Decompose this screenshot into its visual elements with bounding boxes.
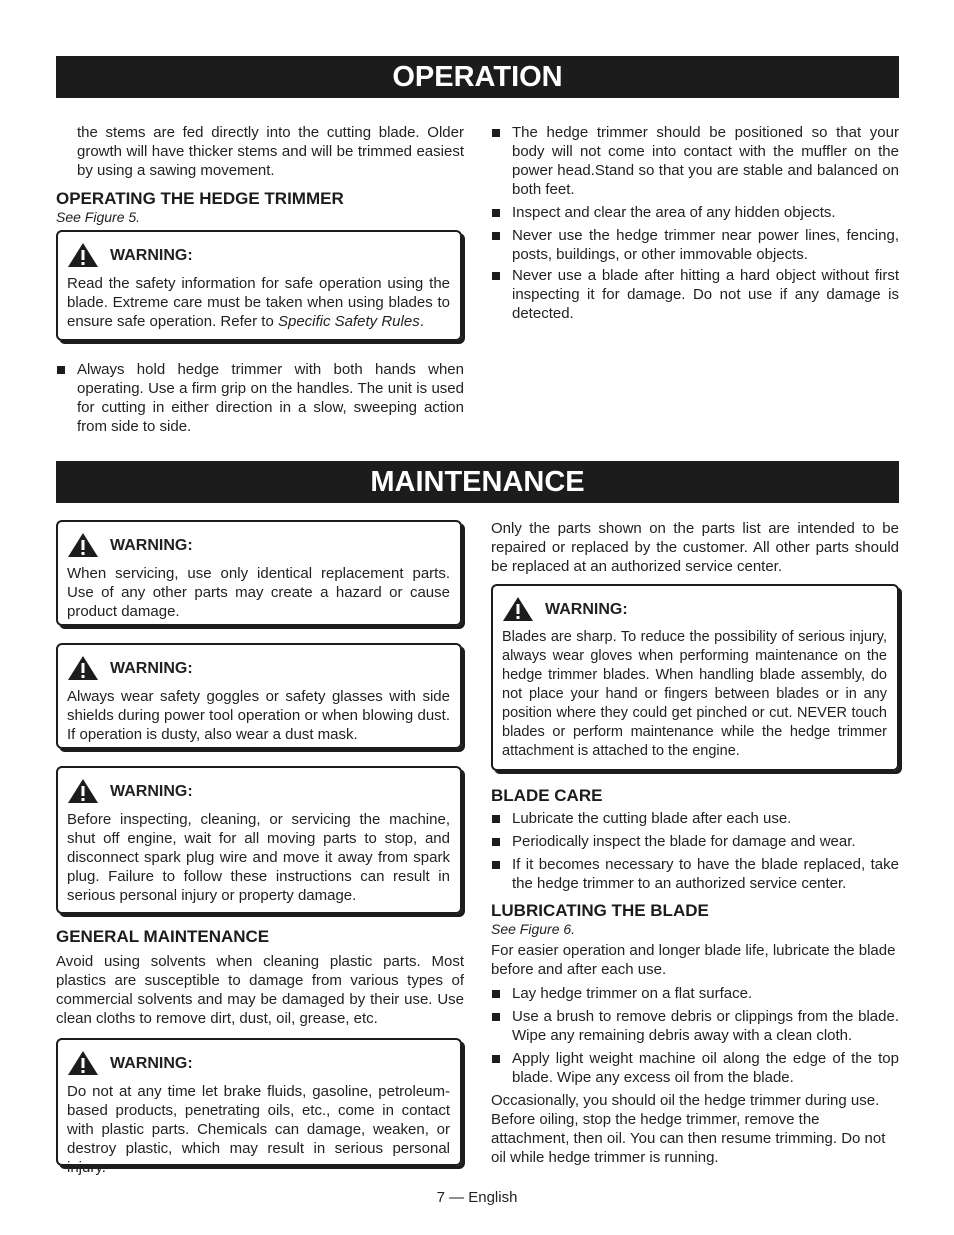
blade-warning-box [491,584,899,771]
warning-triangle-icon [67,655,99,681]
warning-triangle-icon [67,532,99,558]
operation-right-column [491,123,899,323]
operation-left-bullets [56,360,464,436]
operation-intro: the stems are fed directly into the cutting blade. Older growth will have thicker stems and will be trimmed easiest by using a sawing movement. [77,124,464,179]
lubricating-heading: LUBRICATING THE BLADE [491,901,709,920]
warning-header [67,530,450,560]
plastic-warning-box [56,1038,462,1176]
warning-label: WARNING: [110,246,193,264]
warning-text: When servicing, use only identical replacement parts. Use of any other parts may create a hazard or cause product damage. [67,565,450,620]
warning-triangle-icon [67,242,99,268]
operation-left-column [56,123,464,436]
inspecting-warning-box [56,766,462,914]
list-item: Apply light weight machine oil along the edge of the top blade. Wipe any excess oil from the blade. [491,1049,899,1087]
operation-warning-box [56,230,462,341]
warning-label: WARNING: [110,659,193,677]
warning-label: WARNING: [110,782,193,800]
servicing-warning-box [56,520,462,626]
blade-care-heading: BLADE CARE [491,786,603,805]
warning-label: WARNING: [110,1054,193,1072]
specific-safety-rules-ref: Specific Safety Rules [277,313,420,330]
warning-triangle-icon [67,778,99,804]
list-item: Lay hedge trimmer on a flat surface. [491,984,899,1003]
maintenance-title: MAINTENANCE [56,461,899,503]
warning-header [67,776,450,806]
parts-text: Only the parts shown on the parts list are intended to be repaired or replaced by the customer. All other parts should be replaced at an authorized service center. [491,520,899,575]
list-item: Use a brush to remove debris or clippings from the blade. Wipe any remaining debris away with a clean cloth. [491,1007,899,1045]
warning-header [67,653,450,683]
operation-right-bullets [491,123,899,323]
warning-text: Before inspecting, cleaning, or servicing the machine, shut off engine, wait for all moving parts to stop, and disconnect spark plug wire and move it away from spark plug. Failure to follow these instructions can result in serious personal injury or property damage. [67,811,450,904]
list-item: Always hold hedge trimmer with both hands when operating. Use a firm grip on the handles. The unit is used for cutting in either direction in a slow, sweeping action from side to side. [56,360,464,436]
blade-care-bullets [491,809,899,893]
lubricating-bullets [491,984,899,1087]
warning-text: Always wear safety goggles or safety glasses with side shields during power tool operation or when blowing dust. If operation is dusty, also wear a dust mask. [67,688,450,743]
operating-heading: OPERATING THE HEDGE TRIMMER [56,189,344,208]
list-item: Never use a blade after hitting a hard object without first inspecting it for damage. Do not use if any damage is detected. [491,266,899,323]
see-figure-5: See Figure 5. [56,209,141,225]
see-figure-6: See Figure 6. [491,921,576,937]
warning-text: Do not at any time let brake fluids, gasoline, petroleum-based products, penetrating oils, etc., come in contact with plastic parts. Chemicals can damage, weaken, or destroy plastic, which may result in serious personal injury. [67,1083,450,1176]
list-item: Never use the hedge trimmer near power lines, fencing, posts, buildings, or other immovable objects. [491,226,899,264]
warning-triangle-icon [67,1050,99,1076]
page-footer: 7 — English [436,1189,518,1206]
warning-text: Read the safety information for safe operation using the blade. Extreme care must be taken when using blades to ensure safe operation. Refer to Specific Safety Rules. [67,275,450,330]
general-maintenance-text: Avoid using solvents when cleaning plastic parts. Most plastics are susceptible to damage from various types of commercial solvents and may be damaged by their use. Use clean cloths to remove dirt, dust, oil, grease, etc. [56,953,464,1027]
warning-triangle-icon [502,596,534,622]
lubricating-outro: Occasionally, you should oil the hedge trimmer during use. Before oiling, stop the hedge trimmer, remove the attachment, then oil. You can then resume trimming. Do not oil while hedge trimmer is running. [491,1092,886,1166]
list-item: The hedge trimmer should be positioned so that your body will not come into contact with the muffler on the power head.Stand so that you are stable and balanced on both feet. [491,123,899,199]
warning-label: WARNING: [110,536,193,554]
warning-text: Blades are sharp. To reduce the possibility of serious injury, always wear gloves when performing maintenance on the hedge trimmer blades. When handling blade assembly, do not place your hand or fingers between blades or in any position where they could get pinched or cut. NEVER touch blades or perform maintenance while the hedge trimmer attachment is attached to the engine. [502,629,887,759]
lubricating-intro: For easier operation and longer blade life, lubricate the blade before and after each use. [491,942,896,978]
warning-header [502,594,887,624]
general-maintenance-heading: GENERAL MAINTENANCE [56,927,270,946]
warning-header [67,240,450,270]
operation-title: OPERATION [56,56,899,98]
maintenance-right-column [491,519,899,1167]
warning-label: WARNING: [545,600,628,618]
warning-header [67,1048,450,1078]
list-item: Periodically inspect the blade for damage and wear. [491,832,899,851]
maintenance-left-column [56,520,464,1176]
goggles-warning-box [56,643,462,749]
list-item: If it becomes necessary to have the blade replaced, take the hedge trimmer to an authorized service center. [491,855,899,893]
list-item: Inspect and clear the area of any hidden objects. [491,203,899,222]
list-item: Lubricate the cutting blade after each use. [491,809,899,828]
